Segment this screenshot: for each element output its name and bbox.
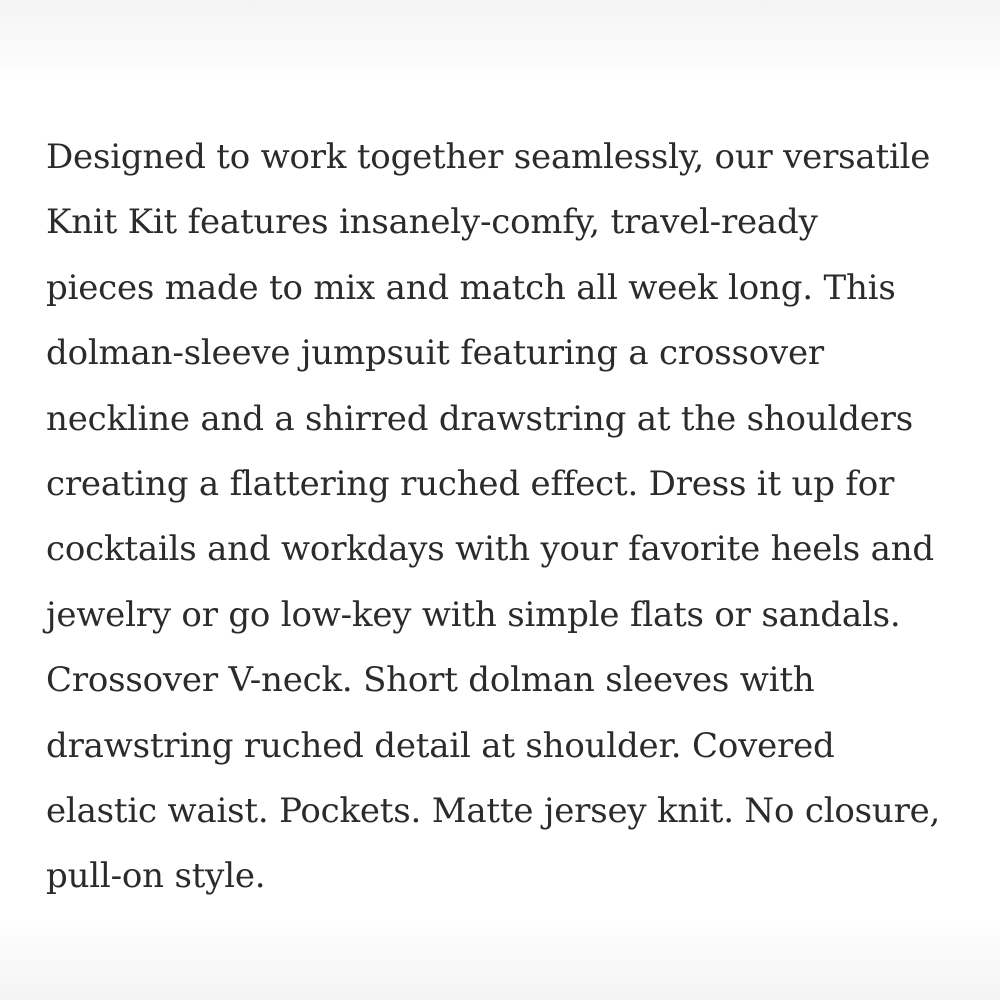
description-line: dolman-sleeve jumpsuit featuring a crossover — [46, 333, 824, 374]
description-line: elastic waist. Pockets. Matte jersey knit. No closure, — [46, 791, 941, 832]
description-line: pieces made to mix and match all week long. This — [46, 267, 896, 308]
product-description — [46, 125, 966, 910]
description-line: Knit Kit features insanely-comfy, travel-ready — [46, 202, 818, 243]
description-line: neckline and a shirred drawstring at the shoulders — [46, 398, 913, 439]
description-line: Designed to work together seamlessly, our versatile — [46, 137, 931, 177]
description-line: Crossover V-neck. Short dolman sleeves with — [46, 660, 815, 701]
description-line: drawstring ruched detail at shoulder. Covered — [46, 725, 835, 766]
description-line: jewelry or go low-key with simple flats or sandals. — [46, 594, 901, 635]
description-line: cocktails and workdays with your favorite heels and — [46, 529, 934, 570]
description-line: pull-on style. — [46, 856, 266, 897]
description-line: creating a flattering ruched effect. Dress it up for — [46, 464, 895, 505]
